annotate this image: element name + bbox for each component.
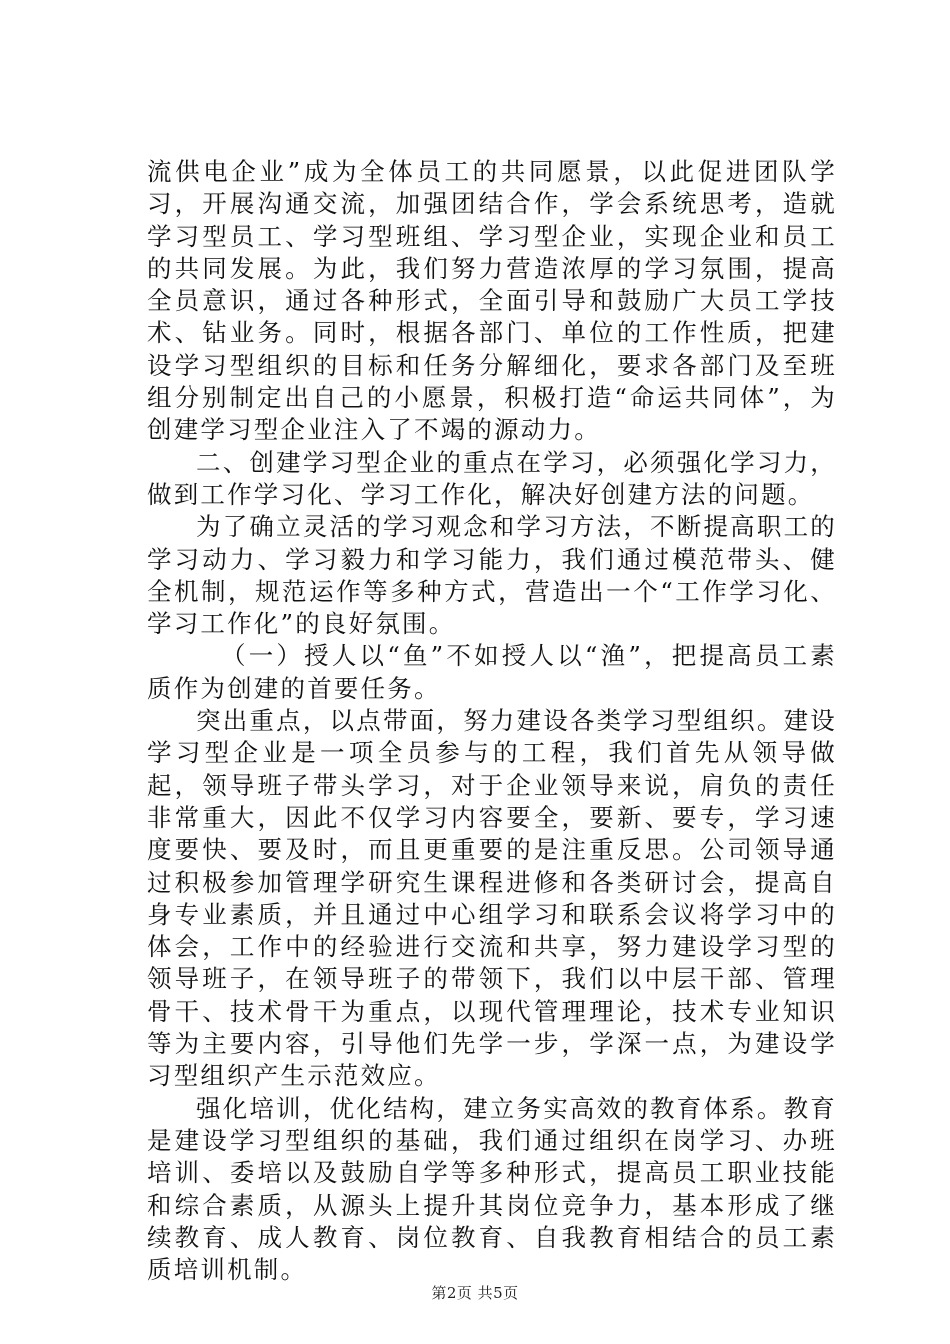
paragraph-key-focus: 突出重点，以点带面，努力建设各类学习型组织。建设学习型企业是一项全员参与的工程，我们首先从领导做起，领导班子带头学习，对于企业领导来说，肩负的责任非常重大，因此不仅学习内容要全，要新、要专，学习速度要快、要及时，而且更重要的是注重反思。公司领导通过积极参加管理学研究生课程进修和各类研讨会，提高自身专业素质，并且通过中心组学习和联系会议将学习中的体会，工作中的经验进行交流和共享，努力建设学习型的领导班子，在领导班子的带领下，我们以中层干部、管理骨干、技术骨干为重点，以现代管理理论，技术专业知识等为主要内容，引导他们先学一步，学深一点，为建设学习型组织产生示范效应。 [147,706,837,1091]
subsection-heading-1: （一）授人以“鱼”不如授人以“渔”，把提高员工素质作为创建的首要任务。 [147,641,837,703]
document-body [147,156,837,1286]
paragraph-learning-methods: 为了确立灵活的学习观念和学习方法，不断提高职工的学习动力、学习毅力和学习能力，我们通过模范带头、健全机制，规范运作等多种方式，营造出一个“工作学习化、学习工作化”的良好氛围。 [147,512,837,639]
section-heading-2: 二、创建学习型企业的重点在学习，必须强化学习力，做到工作学习化、学习工作化，解决好创建方法的问题。 [147,447,837,509]
paragraph-continuation: 流供电企业”成为全体员工的共同愿景，以此促进团队学习，开展沟通交流，加强团结合作，学会系统思考，造就学习型员工、学习型班组、学习型企业，实现企业和员工的共同发展。为此，我们努力营造浓厚的学习氛围，提高全员意识，通过各种形式，全面引导和鼓励广大员工学技术、钻业务。同时，根据各部门、单位的工作性质，把建设学习型组织的目标和任务分解细化，要求各部门及至班组分别制定出自己的小愿景，积极打造“命运共同体”，为创建学习型企业注入了不竭的源动力。 [147,157,837,445]
page-footer: 第2页 共5页 [431,1284,519,1302]
paragraph-training: 强化培训，优化结构，建立务实高效的教育体系。教育是建设学习型组织的基础，我们通过组织在岗学习、办班培训、委培以及鼓励自学等多种形式，提高员工职业技能和综合素质，从源头上提升其岗位竞争力，基本形成了继续教育、成人教育、岗位教育、自我教育相结合的员工素质培训机制。 [147,1093,837,1285]
